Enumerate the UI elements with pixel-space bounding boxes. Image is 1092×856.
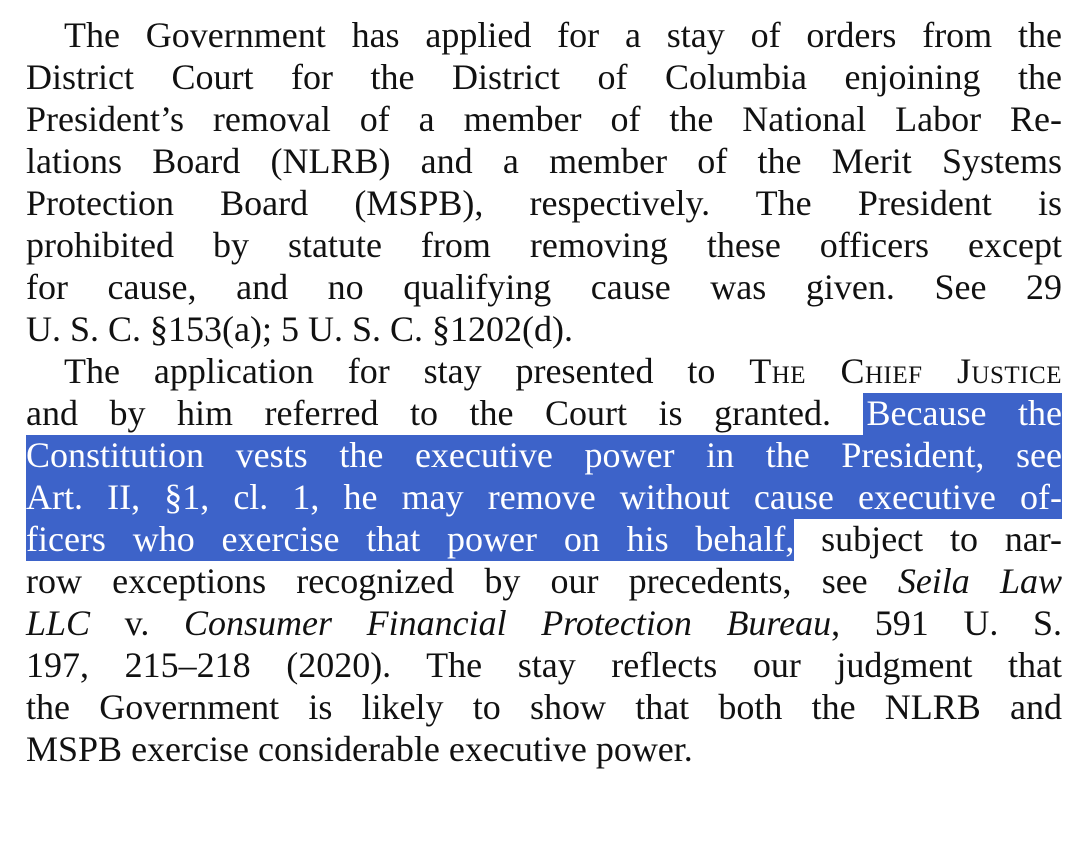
selection-highlight[interactable]: ficers who exercise that power on his behalf,: [26, 519, 795, 559]
text-line[interactable]: [26, 560, 1062, 602]
text-line[interactable]: prohibited by statute from removing these officers except: [26, 225, 1062, 265]
text-line[interactable]: Protection Board (MSPB), respectively. The President is: [26, 183, 1062, 223]
paragraph-1: [26, 14, 1062, 350]
text-line[interactable]: [26, 350, 1062, 392]
chief-justice-smallcaps: The Chief Justice: [749, 351, 1062, 391]
text-run: and by him referred to the Court is granted.: [26, 393, 863, 433]
text-line[interactable]: [26, 476, 1062, 518]
text-line[interactable]: lations Board (NLRB) and a member of the Merit Systems: [26, 141, 1062, 181]
text-run: row exceptions recognized by our precedents, see: [26, 561, 898, 601]
case-name-italic: Seila Law: [897, 561, 1063, 601]
case-name-italic: Consumer Financial Protection Bureau: [183, 603, 832, 643]
selection-highlight[interactable]: Art. II, §1, cl. 1, he may remove without cause executive of-: [26, 477, 1062, 517]
text-line[interactable]: The Government has applied for a stay of orders from the: [64, 15, 1062, 55]
text-line[interactable]: 197, 215–218 (2020). The stay reflects our judgment that: [26, 645, 1062, 685]
text-line[interactable]: MSPB exercise considerable executive power.: [26, 729, 693, 769]
text-line[interactable]: [26, 434, 1062, 476]
paragraph-2: [26, 350, 1062, 770]
opinion-text: [26, 14, 1062, 770]
text-line[interactable]: President’s removal of a member of the National Labor Re-: [26, 99, 1062, 139]
text-run: The application for stay presented to: [64, 351, 750, 391]
selection-highlight[interactable]: Because the: [863, 393, 1062, 435]
text-line[interactable]: U. S. C. §153(a); 5 U. S. C. §1202(d).: [26, 309, 573, 349]
text-line[interactable]: [26, 392, 1062, 434]
text-run: subject to nar-: [794, 519, 1062, 559]
text-line[interactable]: [26, 518, 1062, 560]
text-run: , 591 U. S.: [831, 603, 1062, 643]
selection-highlight[interactable]: Constitution vests the executive power in the President, see: [26, 435, 1062, 475]
text-line[interactable]: for cause, and no qualifying cause was given. See 29: [26, 267, 1062, 307]
case-name-italic: LLC: [26, 603, 91, 643]
text-run: v.: [90, 603, 184, 643]
text-line[interactable]: the Government is likely to show that both the NLRB and: [26, 687, 1062, 727]
text-line[interactable]: [26, 602, 1062, 644]
text-line[interactable]: District Court for the District of Columbia enjoining the: [26, 57, 1062, 97]
